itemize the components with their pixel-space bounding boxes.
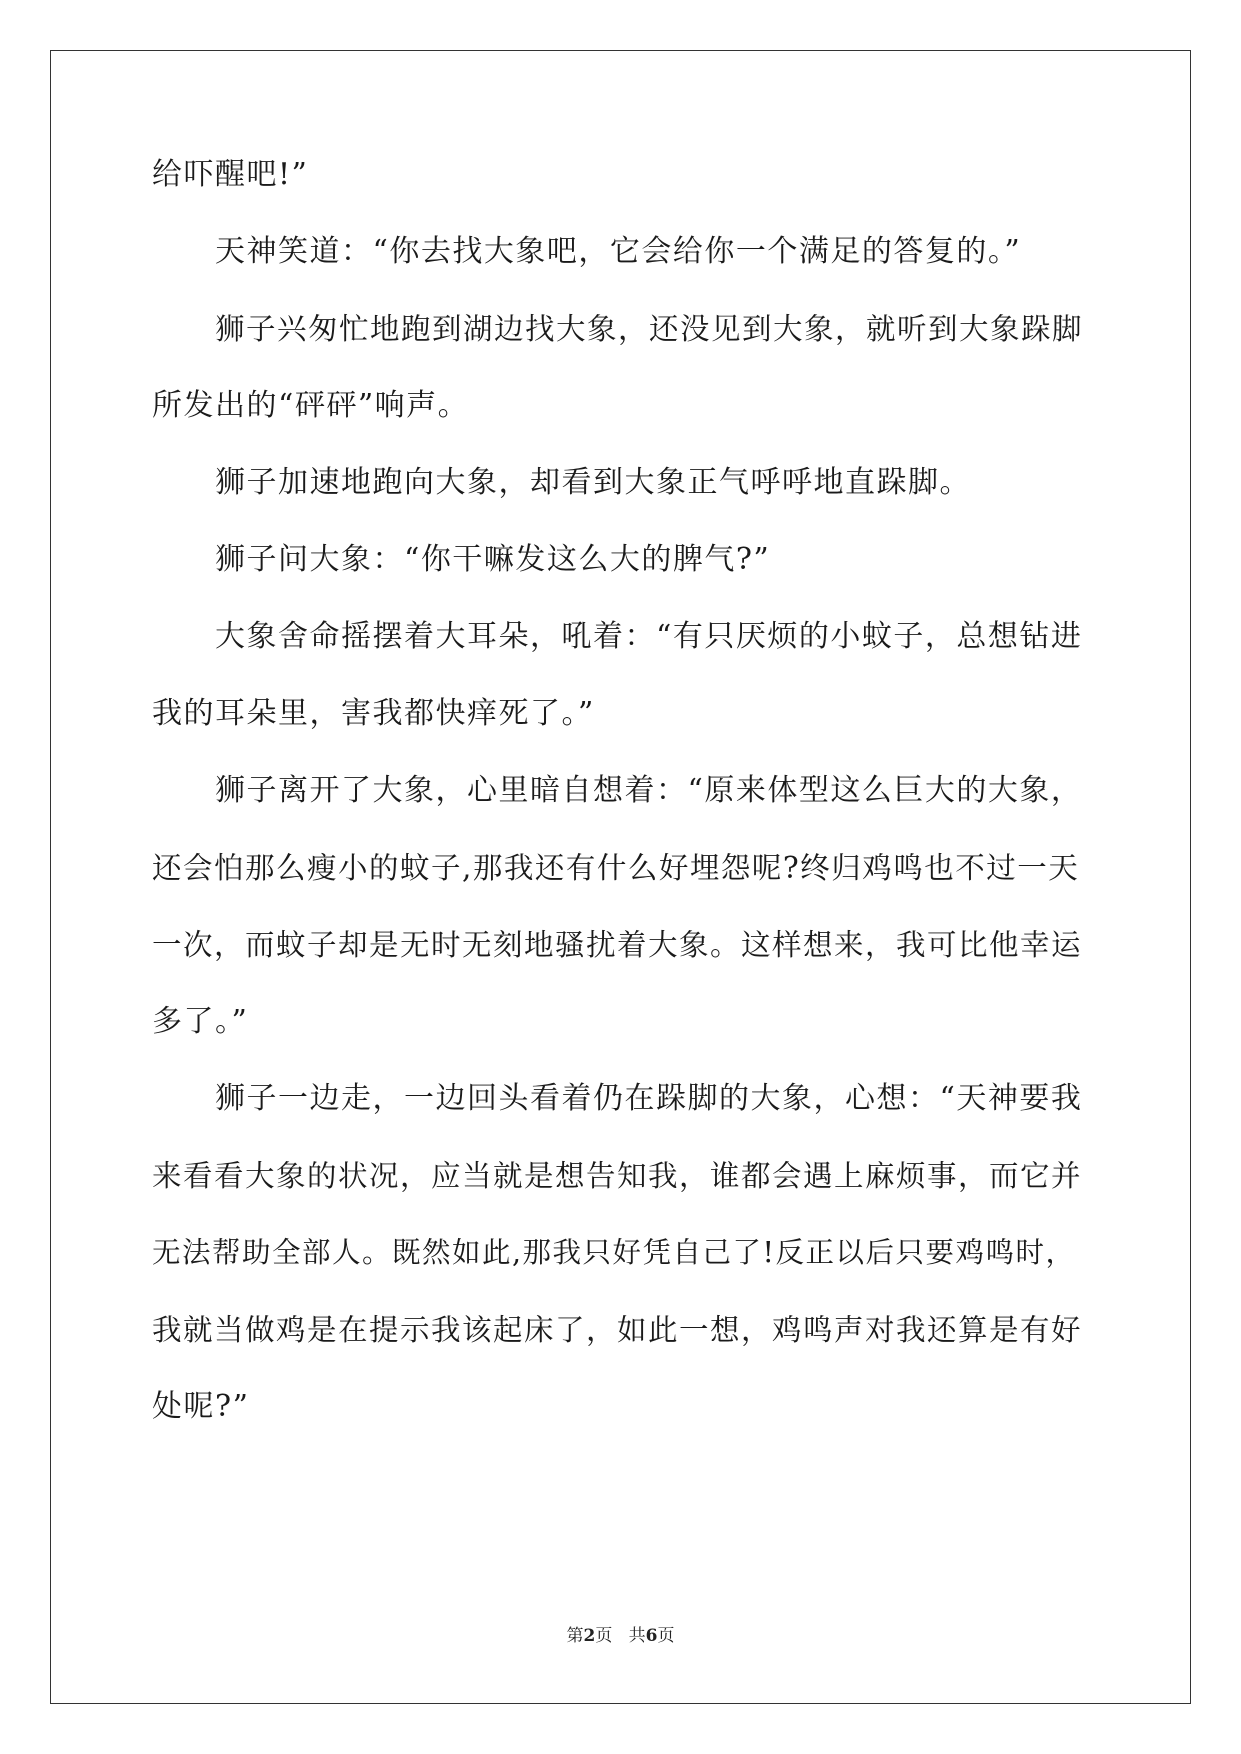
paragraph-first-line: 狮子问大象：“你干嘛发这么大的脾气?” xyxy=(215,542,771,577)
text-line: 我的耳朵里，害我都快痒死了。” xyxy=(152,696,595,731)
paragraph-first-line: 天神笑道：“你去找大象吧，它会给你一个满足的答复的。” xyxy=(215,234,1022,269)
paragraph-first-line: 狮子兴匆忙地跑到湖边找大象，还没见到大象，就听到大象跺脚 xyxy=(215,312,1084,346)
text-line: 还会怕那么瘦小的蚊子,那我还有什么好埋怨呢?终归鸡鸣也不过一天 xyxy=(152,851,1080,885)
text-line: 来看看大象的状况，应当就是想告知我，谁都会遇上麻烦事，而它并 xyxy=(152,1159,1083,1193)
paragraph-first-line: 狮子离开了大象，心里暗自想着：“原来体型这么巨大的大象， xyxy=(215,773,1083,808)
paragraph-first-line: 狮子加速地跑向大象，却看到大象正气呼呼地直跺脚。 xyxy=(215,465,971,500)
paragraph-first-line: 狮子一边走，一边回头看着仍在跺脚的大象，心想：“天神要我 xyxy=(215,1081,1083,1116)
paragraph-first-line: 大象舍命摇摆着大耳朵，吼着：“有只厌烦的小蚊子，总想钻进 xyxy=(215,619,1083,654)
text-line: 所发出的“砰砰”响声。 xyxy=(152,388,470,423)
text-line: 一次，而蚊子却是无时无刻地骚扰着大象。这样想来，我可比他幸运 xyxy=(152,928,1083,962)
text-line: 给吓醒吧!” xyxy=(152,157,309,192)
text-line: 我就当做鸡是在提示我该起床了，如此一想，鸡鸣声对我还算是有好 xyxy=(152,1313,1083,1347)
page-number-footer xyxy=(0,1624,1241,1648)
current-page-number: 2 xyxy=(583,1626,596,1646)
page-prefix: 第 xyxy=(566,1626,584,1646)
text-line: 无法帮助全部人。既然如此,那我只好凭自己了!反正以后只要鸡鸣时， xyxy=(152,1236,1076,1269)
page-mid: 页 共 xyxy=(595,1626,646,1646)
page-suffix: 页 xyxy=(657,1626,675,1646)
total-page-number: 6 xyxy=(645,1626,658,1646)
text-line: 处呢?” xyxy=(152,1389,250,1424)
text-line: 多了。” xyxy=(152,1004,249,1039)
